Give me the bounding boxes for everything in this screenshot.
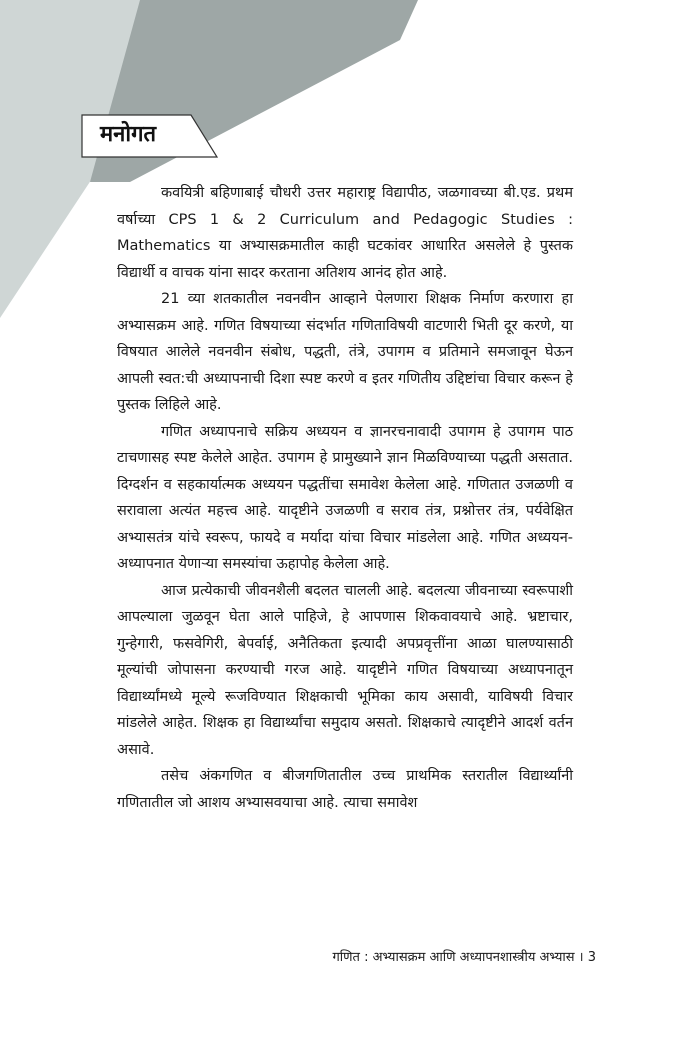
paragraph-4: आज प्रत्येकाची जीवनशैली बदलत चालली आहे. बदलत्या जीवनाच्या स्वरूपाशी आपल्याला जुळवून घेता आले पाहिजे, हे आपणास शिकवावयाचे आहे. भ्रष्टाचार, गुन्हेगारी, फसवेगिरी, बेपर्वाई, अनैतिकता इत्यादी अपप्रवृत्तींना आळा घालण्यासाठी मूल्यांची जोपासना करण्याची गरज आहे. यादृष्टीने गणित विषयाच्या अध्यापनातून विद्यार्थ्यांमध्ये मूल्ये रूजविण्यात शिक्षकाची भूमिका काय असावी, याविषयी विचार मांडलेले आहेत. शिक्षक हा विद्यार्थ्यांचा समुदाय असतो. शिक्षकाचे त्यादृष्टीने आदर्श वर्तन असावे. [117, 582, 573, 758]
paragraph-5: तसेच अंकगणित व बीजगणितातील उच्च प्राथमिक स्तरातील विद्यार्थ्यांनी गणितातील जो आशय अभ्यासवयाचा आहे. त्याचा समावेश [117, 768, 573, 811]
page-title: मनोगत [100, 122, 156, 147]
paragraph-3: गणित अध्यापनाचे सक्रिय अध्ययन व ज्ञानरचनावादी उपागम हे उपागम पाठ टाचणासह स्पष्ट केलेले आहेत. उपागम हे प्रामुख्याने ज्ञान मिळविण्याच्या पद्धती असतात. दिग्दर्शन व सहकार्यात्मक अध्ययन पद्धतींचा समावेश केलेला आहे. गणितात उजळणी व सरावाला अत्यंत महत्त्व आहे. यादृष्टीने उजळणी व सराव तंत्र, प्रश्नोत्तर तंत्र, पर्यवेक्षित अभ्यासतंत्र यांचे स्वरूप, फायदे व मर्यादा यांचा विचार मांडलेला आहे. गणित अध्ययन-अध्यापनात येणाऱ्या समस्यांचा ऊहापोह केलेला आहे. [117, 423, 573, 572]
page-footer: गणित : अभ्यासक्रम आणि अध्यापनशास्त्रीय अभ्यास । 3 [332, 950, 596, 965]
body-text [117, 180, 573, 816]
paragraph-2: 21 व्या शतकातील नवनवीन आव्हाने पेलणारा शिक्षक निर्माण करणारा हा अभ्यासक्रम आहे. गणित विषयाच्या संदर्भात गणिताविषयी वाटणारी भिती दूर करणे, या विषयात आलेले नवनवीन संबोध, पद्धती, तंत्रे, उपागम व प्रतिमाने समजावून घेऊन आपली स्वत:ची अध्यापनाची दिशा स्पष्ट करणे व इतर गणितीय उद्दिष्टांचा विचार करून हे पुस्तक लिहिले आहे. [117, 291, 573, 413]
title-tab [81, 114, 219, 158]
paragraph-1: कवयित्री बहिणाबाई चौधरी उत्तर महाराष्ट्र विद्यापीठ, जळगावच्या बी.एड. प्रथम वर्षाच्या CPS 1 & 2 Curriculum and Pedagogic Studies : Mathematics या अभ्यासक्रमातील काही घटकांवर आधारित असलेले हे पुस्तक विद्यार्थी व वाचक यांना सादर करताना अतिशय आनंद होत आहे. [117, 185, 573, 281]
